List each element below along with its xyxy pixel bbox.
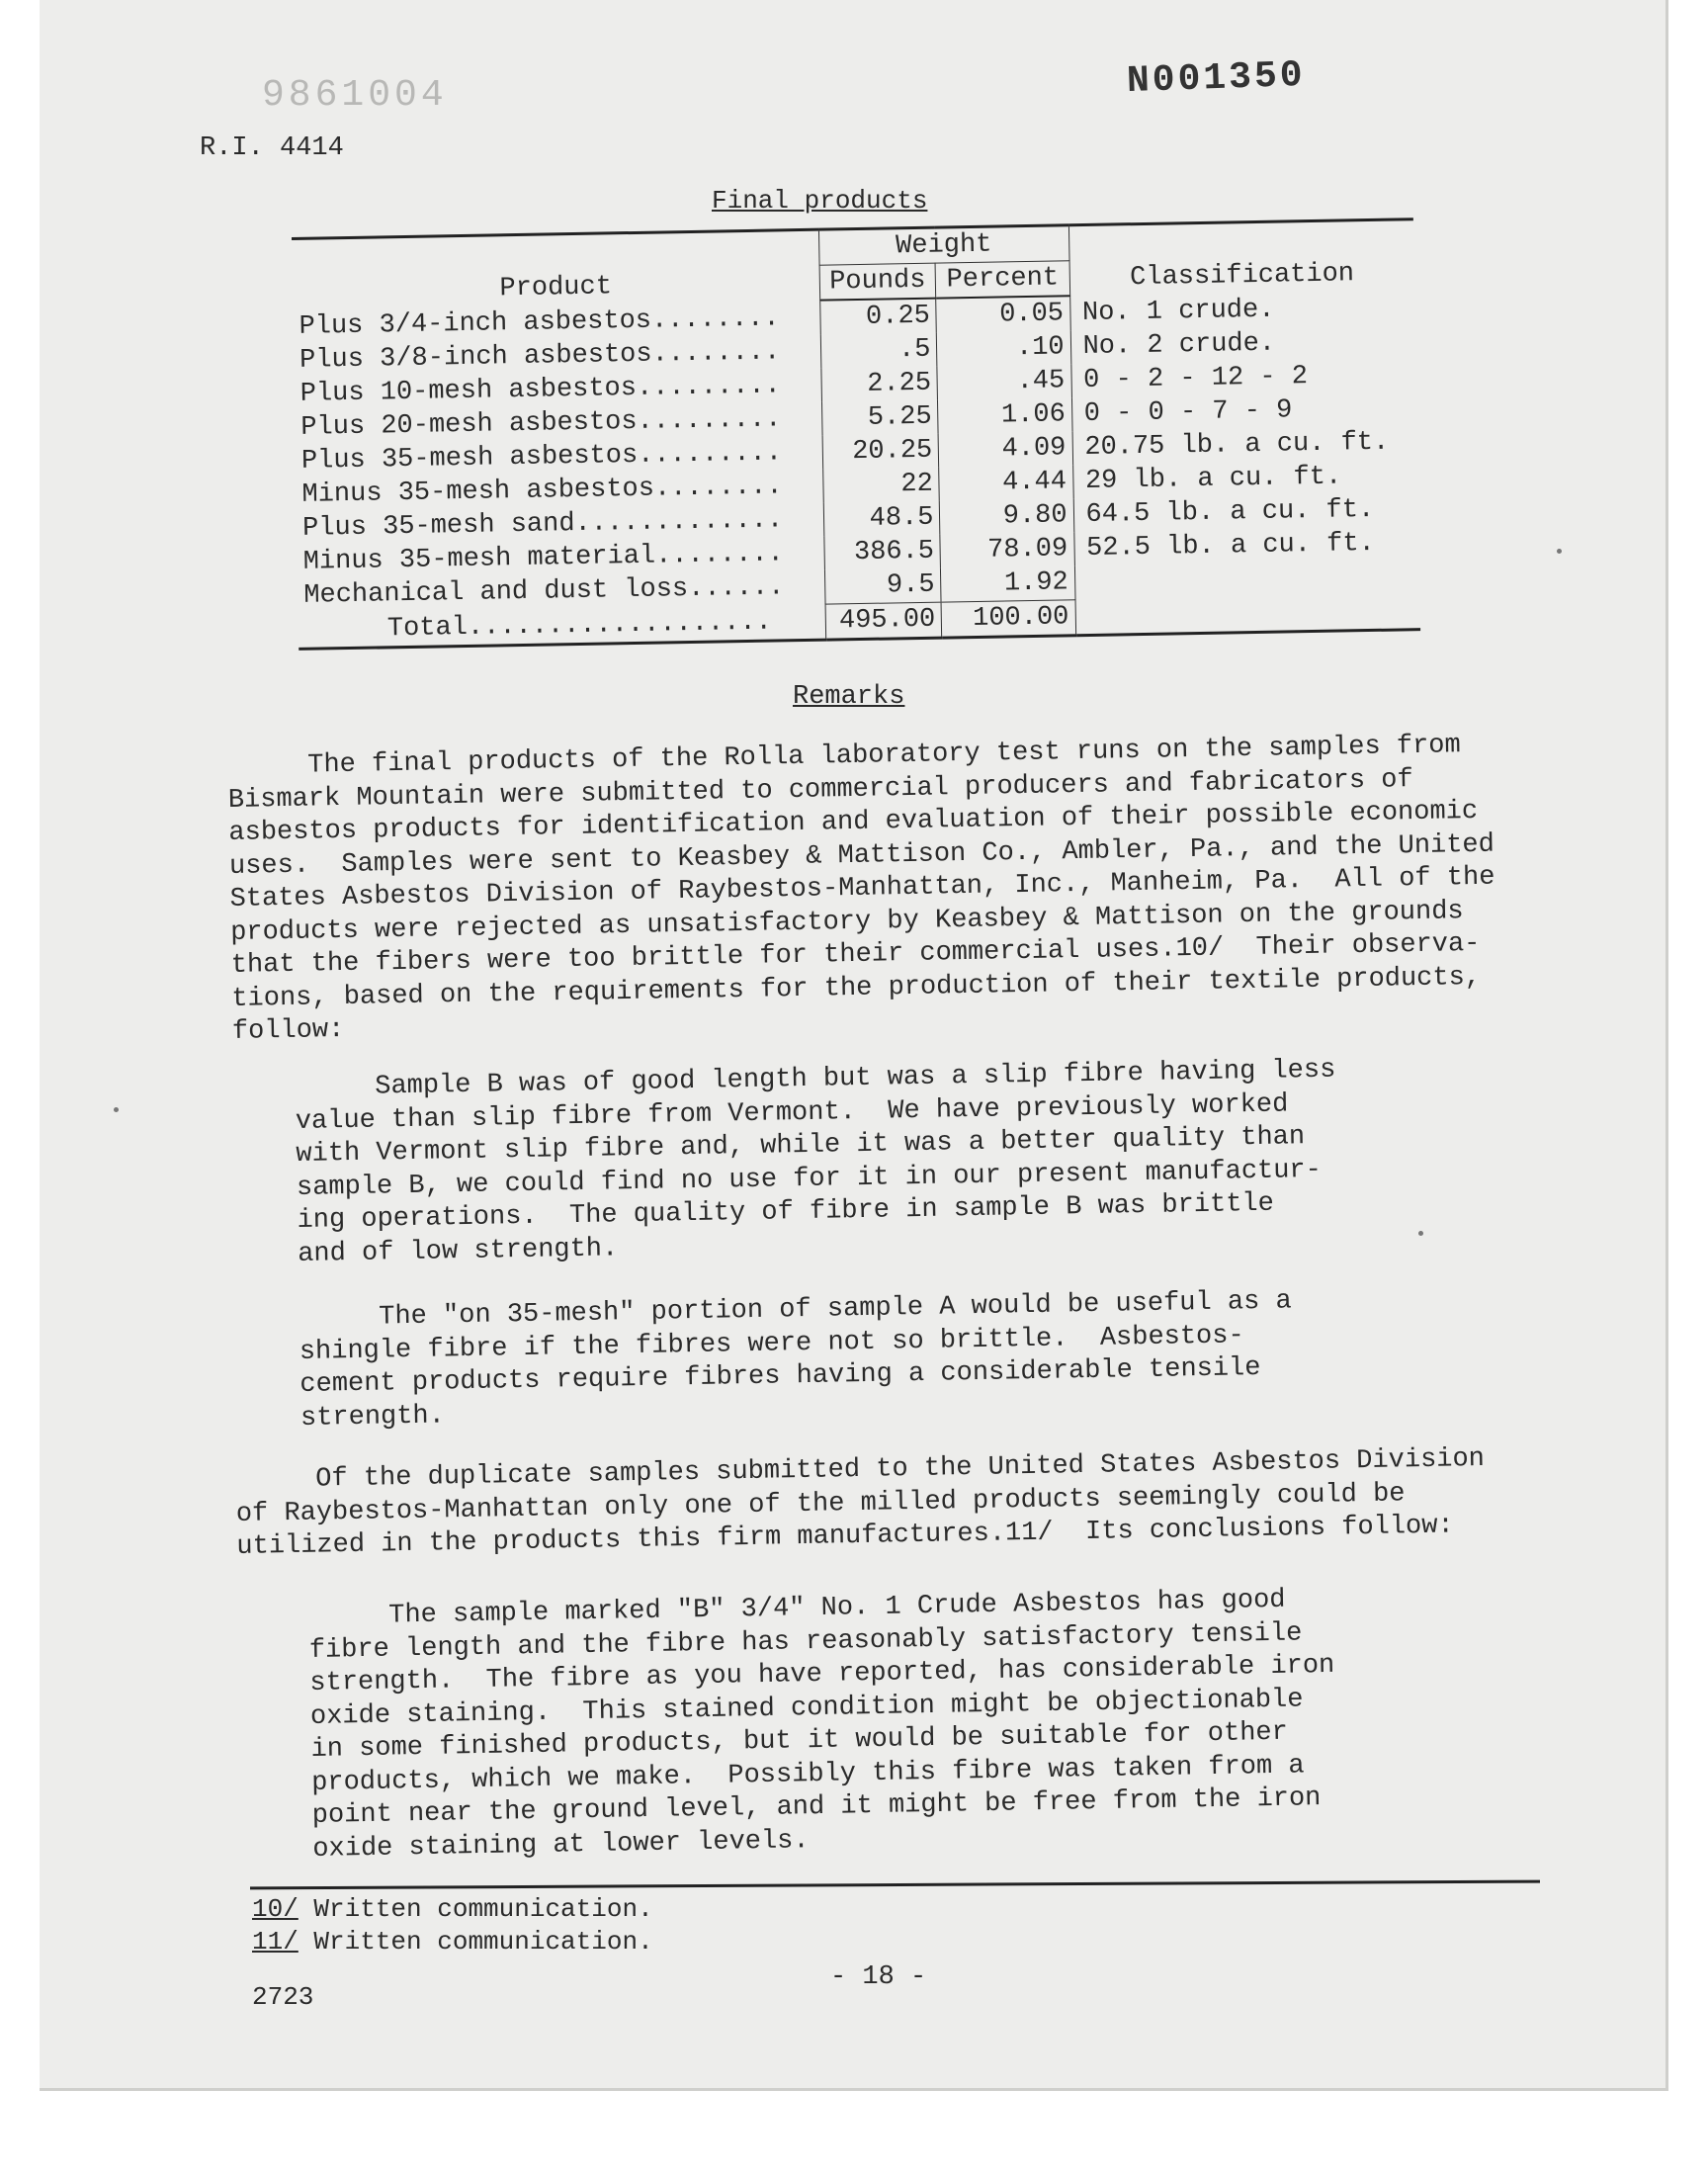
- quote-keasbey-1: Sample B was of good length but was a slip fibre having less value than slip fibre from Vermont. We have previously worked with Vermont slip fibre and, while it was a better quality than sample B, we could find no use for it in our present manufactur- ing operations. The quality of fibre in sample B was brittle and of low strength.: [295, 1055, 1336, 1269]
- pounds-cell: 386.5: [823, 535, 940, 570]
- classification-cell: 52.5 lb. a cu. ft.: [1085, 528, 1376, 565]
- table-body: [293, 290, 1420, 649]
- product-cell: Minus 35-mesh material........: [302, 539, 785, 577]
- footnote-mark: 11/: [252, 1927, 299, 1957]
- document-page: [40, 0, 1668, 2091]
- percent-cell: 1.06: [938, 397, 1072, 433]
- percent-cell: 0.05: [936, 296, 1070, 332]
- pounds-cell: 5.25: [821, 400, 938, 436]
- classification-cell: No. 2 crude.: [1082, 328, 1276, 363]
- classification-cell: 20.75 lb. a cu. ft.: [1084, 427, 1390, 464]
- total-label: Total...................: [299, 604, 826, 649]
- speck: [1557, 549, 1562, 554]
- pounds-cell: 2.25: [820, 367, 937, 402]
- quote-raybestos: The sample marked "B" 3/4" No. 1 Crude Asbestos has good fibre length and the fibre has reasonably satisfactory tensile strength. The fibre as you have reported, has considerable iron oxide staining. This stained condition might be objectionable in some finished products, but it would be suitable for other products, which we make. Possibly this fibre was taken from a point near the ground level, and it might be free from the iron oxide staining at lower levels.: [308, 1585, 1335, 1865]
- product-cell: Plus 3/4-inch asbestos........: [299, 303, 780, 342]
- speck: [114, 1107, 119, 1112]
- footnote-mark: 10/: [252, 1894, 299, 1924]
- product-cell: Plus 3/8-inch asbestos........: [299, 337, 781, 376]
- pounds-cell: .5: [820, 333, 937, 369]
- product-cell: Plus 35-mesh sand.............: [301, 505, 784, 544]
- product-cell: Mechanical and dust loss......: [303, 572, 785, 612]
- col-header-pounds: Pounds: [819, 263, 936, 301]
- footnote-text: Written communication.: [298, 1927, 653, 1957]
- product-cell: Plus 20-mesh asbestos.........: [300, 404, 782, 443]
- pounds-cell: 48.5: [823, 501, 940, 537]
- remarks-paragraph-1: The final products of the Rolla laboratory test runs on the samples from Bismark Mountain were submitted to commercial producers and fabricators of asbestos products for identification and evaluation of their possible economic uses. Samples were sent to Keasbey & Mattison Co., Ambler, Pa., and the United States Asbestos Division of Raybestos-Manhattan, Inc., Manheim, Pa. All of the products were rejected as unsatisfactory by Keasbey & Mattison on the grounds that the fibers were too brittle for their commercial uses.10/ Their observa- tions, based on the requirements for the production of their textile products, follow:: [227, 731, 1495, 1047]
- percent-cell: .45: [937, 364, 1071, 399]
- page-number: - 18 -: [830, 1962, 927, 1992]
- classification-cell: 0 - 0 - 7 - 9: [1083, 395, 1293, 430]
- product-cell: Plus 10-mesh asbestos.........: [299, 371, 782, 409]
- pounds-cell: 0.25: [819, 299, 936, 335]
- footnote-11: [252, 1926, 653, 1958]
- total-percent: 100.00: [941, 600, 1075, 638]
- pounds-cell: 20.25: [822, 434, 939, 470]
- footnote-10: [252, 1893, 653, 1926]
- total-classification: [1075, 594, 1421, 636]
- table-title: Final products: [712, 186, 928, 216]
- product-cell: Minus 35-mesh asbestos........: [301, 472, 783, 510]
- total-pounds: 495.00: [825, 602, 942, 640]
- classification-cell: 64.5 lb. a cu. ft.: [1085, 494, 1375, 531]
- footnotes: [252, 1893, 653, 1958]
- pounds-cell: 9.5: [824, 568, 941, 605]
- classification-cell: 29 lb. a cu. ft.: [1084, 462, 1342, 497]
- col-group-weight: Weight: [818, 225, 1069, 265]
- percent-cell: 4.44: [939, 465, 1073, 500]
- classification-cell: 0 - 2 - 12 - 2: [1082, 362, 1309, 396]
- document-stamp-number: N001350: [1126, 53, 1307, 104]
- percent-cell: 9.80: [940, 498, 1074, 534]
- report-id: R.I. 4414: [200, 133, 344, 163]
- remarks-paragraph-2: Of the duplicate samples submitted to the United States Asbestos Division of Raybestos-Manhattan only one of the milled products seemingly could be utilized in the products this firm manufactures.11/ Its conclusions follow:: [235, 1443, 1486, 1562]
- document-code: 2723: [252, 1982, 314, 2012]
- product-cell: Plus 35-mesh asbestos.........: [300, 438, 783, 477]
- faint-stamp-number: 9861004: [262, 74, 448, 117]
- footnote-rule: [250, 1880, 1540, 1890]
- col-header-percent: Percent: [935, 261, 1069, 299]
- footnote-text: Written communication.: [298, 1894, 653, 1924]
- col-header-product: Product: [292, 229, 819, 309]
- speck: [1418, 1231, 1423, 1236]
- percent-cell: 4.09: [938, 431, 1072, 467]
- quote-keasbey-2: The "on 35-mesh" portion of sample A would be useful as a shingle fibre if the fibres were not so brittle. Asbestos- cement products require fibres having a considerable tensile strength.: [299, 1286, 1292, 1434]
- percent-cell: 78.09: [940, 532, 1074, 567]
- percent-cell: .10: [937, 330, 1071, 366]
- remarks-title: Remarks: [793, 682, 905, 712]
- percent-cell: 1.92: [941, 566, 1075, 602]
- col-header-classification: Classification: [1068, 219, 1414, 297]
- classification-cell: No. 1 crude.: [1081, 295, 1275, 328]
- pounds-cell: 22: [822, 468, 939, 503]
- final-products-table: [292, 218, 1420, 651]
